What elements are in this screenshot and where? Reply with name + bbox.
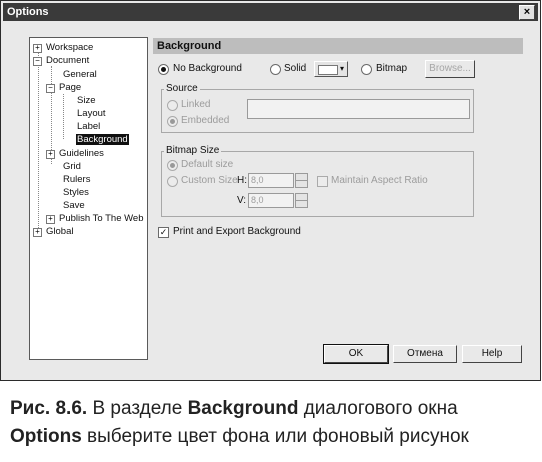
chevron-down-icon: ▾	[339, 64, 344, 73]
solid-label: Solid	[284, 63, 307, 74]
collapse-icon[interactable]: −	[33, 57, 42, 66]
h-spinner[interactable]	[295, 173, 308, 188]
tree-item-size[interactable]	[76, 94, 96, 107]
tree-item-styles[interactable]	[62, 186, 90, 199]
caption-bold: Background	[187, 398, 299, 419]
solid-radio[interactable]	[270, 64, 281, 75]
tree-item-grid[interactable]	[62, 160, 82, 173]
dialog-title: Options	[7, 6, 49, 18]
tree-item-label: Document	[46, 55, 90, 66]
v-spinner[interactable]	[295, 193, 308, 208]
tree-item-layout[interactable]	[76, 107, 107, 120]
embedded-radio[interactable]	[167, 116, 178, 127]
help-button[interactable]: Help	[462, 345, 522, 363]
source-group-label: Source	[166, 83, 198, 94]
print-export-checkbox[interactable]	[158, 227, 169, 238]
title-bar[interactable]	[3, 3, 538, 21]
bitmap-size-group-label: Bitmap Size	[166, 145, 220, 156]
tree-item-rulers[interactable]	[62, 173, 91, 186]
tree-item-background[interactable]	[76, 133, 129, 146]
default-size-radio[interactable]	[167, 160, 178, 171]
caption-text: диалогового окна	[298, 398, 458, 419]
tree-item-general[interactable]	[62, 68, 98, 81]
tree-item-label: Background	[77, 134, 128, 145]
tree-item-label: Workspace	[46, 42, 94, 53]
tree-item-label: Styles	[63, 187, 89, 198]
caption-text: выберите цвет фона или фоновый рисунок	[81, 426, 469, 447]
custom-size-label: Custom Size	[181, 175, 238, 186]
color-swatch	[318, 65, 338, 75]
tree-item-label: Publish To The Web	[59, 213, 144, 224]
expand-icon[interactable]: +	[46, 215, 55, 224]
tree-item-label: Layout	[77, 108, 106, 119]
figure-number: Рис. 8.6.	[10, 398, 88, 419]
collapse-icon[interactable]: −	[46, 84, 55, 93]
source-path-field[interactable]	[247, 99, 470, 119]
tree-item-label: Rulers	[63, 174, 91, 185]
close-icon: ×	[523, 6, 531, 18]
tree-item-label: Size	[77, 95, 96, 106]
no-background-radio[interactable]	[158, 64, 169, 75]
browse-button[interactable]: Browse...	[425, 60, 475, 78]
panel-title: Background	[153, 38, 523, 54]
ok-button[interactable]: OK	[324, 345, 388, 363]
linked-label: Linked	[181, 99, 211, 110]
tree-item-label: Guidelines	[59, 148, 104, 159]
v-label: V:	[237, 195, 247, 206]
tree-item-label: General	[63, 69, 97, 80]
figure-caption-line-2	[10, 425, 469, 449]
cancel-button[interactable]: Отмена	[393, 345, 457, 363]
maintain-aspect-checkbox[interactable]	[317, 176, 328, 187]
print-export-label: Print and Export Background	[173, 226, 301, 237]
expand-icon[interactable]: +	[46, 150, 55, 159]
bitmap-label: Bitmap	[376, 63, 408, 74]
options-tree[interactable]	[29, 37, 148, 360]
v-value-field[interactable]: 8,0	[248, 193, 294, 208]
color-picker-button[interactable]	[314, 61, 348, 77]
tree-item-label: Save	[63, 200, 85, 211]
bitmap-radio[interactable]	[361, 64, 372, 75]
expand-icon[interactable]: +	[33, 44, 42, 53]
tree-item-label: Grid	[63, 161, 81, 172]
tree-item-label: Page	[59, 82, 82, 93]
expand-icon[interactable]: +	[33, 228, 42, 237]
h-label: H:	[237, 175, 247, 186]
close-button[interactable]	[519, 5, 535, 20]
h-value-field[interactable]: 8,0	[248, 173, 294, 188]
checkmark-icon: ✓	[159, 227, 168, 237]
embedded-label: Embedded	[181, 115, 230, 126]
caption-bold: Options	[10, 426, 82, 447]
tree-item-label-page[interactable]	[76, 120, 101, 133]
tree-item-save[interactable]	[62, 199, 86, 212]
no-background-label: No Background	[173, 63, 242, 74]
default-size-label: Default size	[181, 159, 234, 170]
custom-size-radio[interactable]	[167, 176, 178, 187]
figure-caption-line-1	[10, 397, 458, 421]
tree-item-label: Label	[77, 121, 101, 132]
maintain-aspect-label: Maintain Aspect Ratio	[331, 175, 428, 186]
linked-radio[interactable]	[167, 100, 178, 111]
caption-text: В разделе	[87, 398, 188, 419]
tree-item-label: Global	[46, 226, 74, 237]
